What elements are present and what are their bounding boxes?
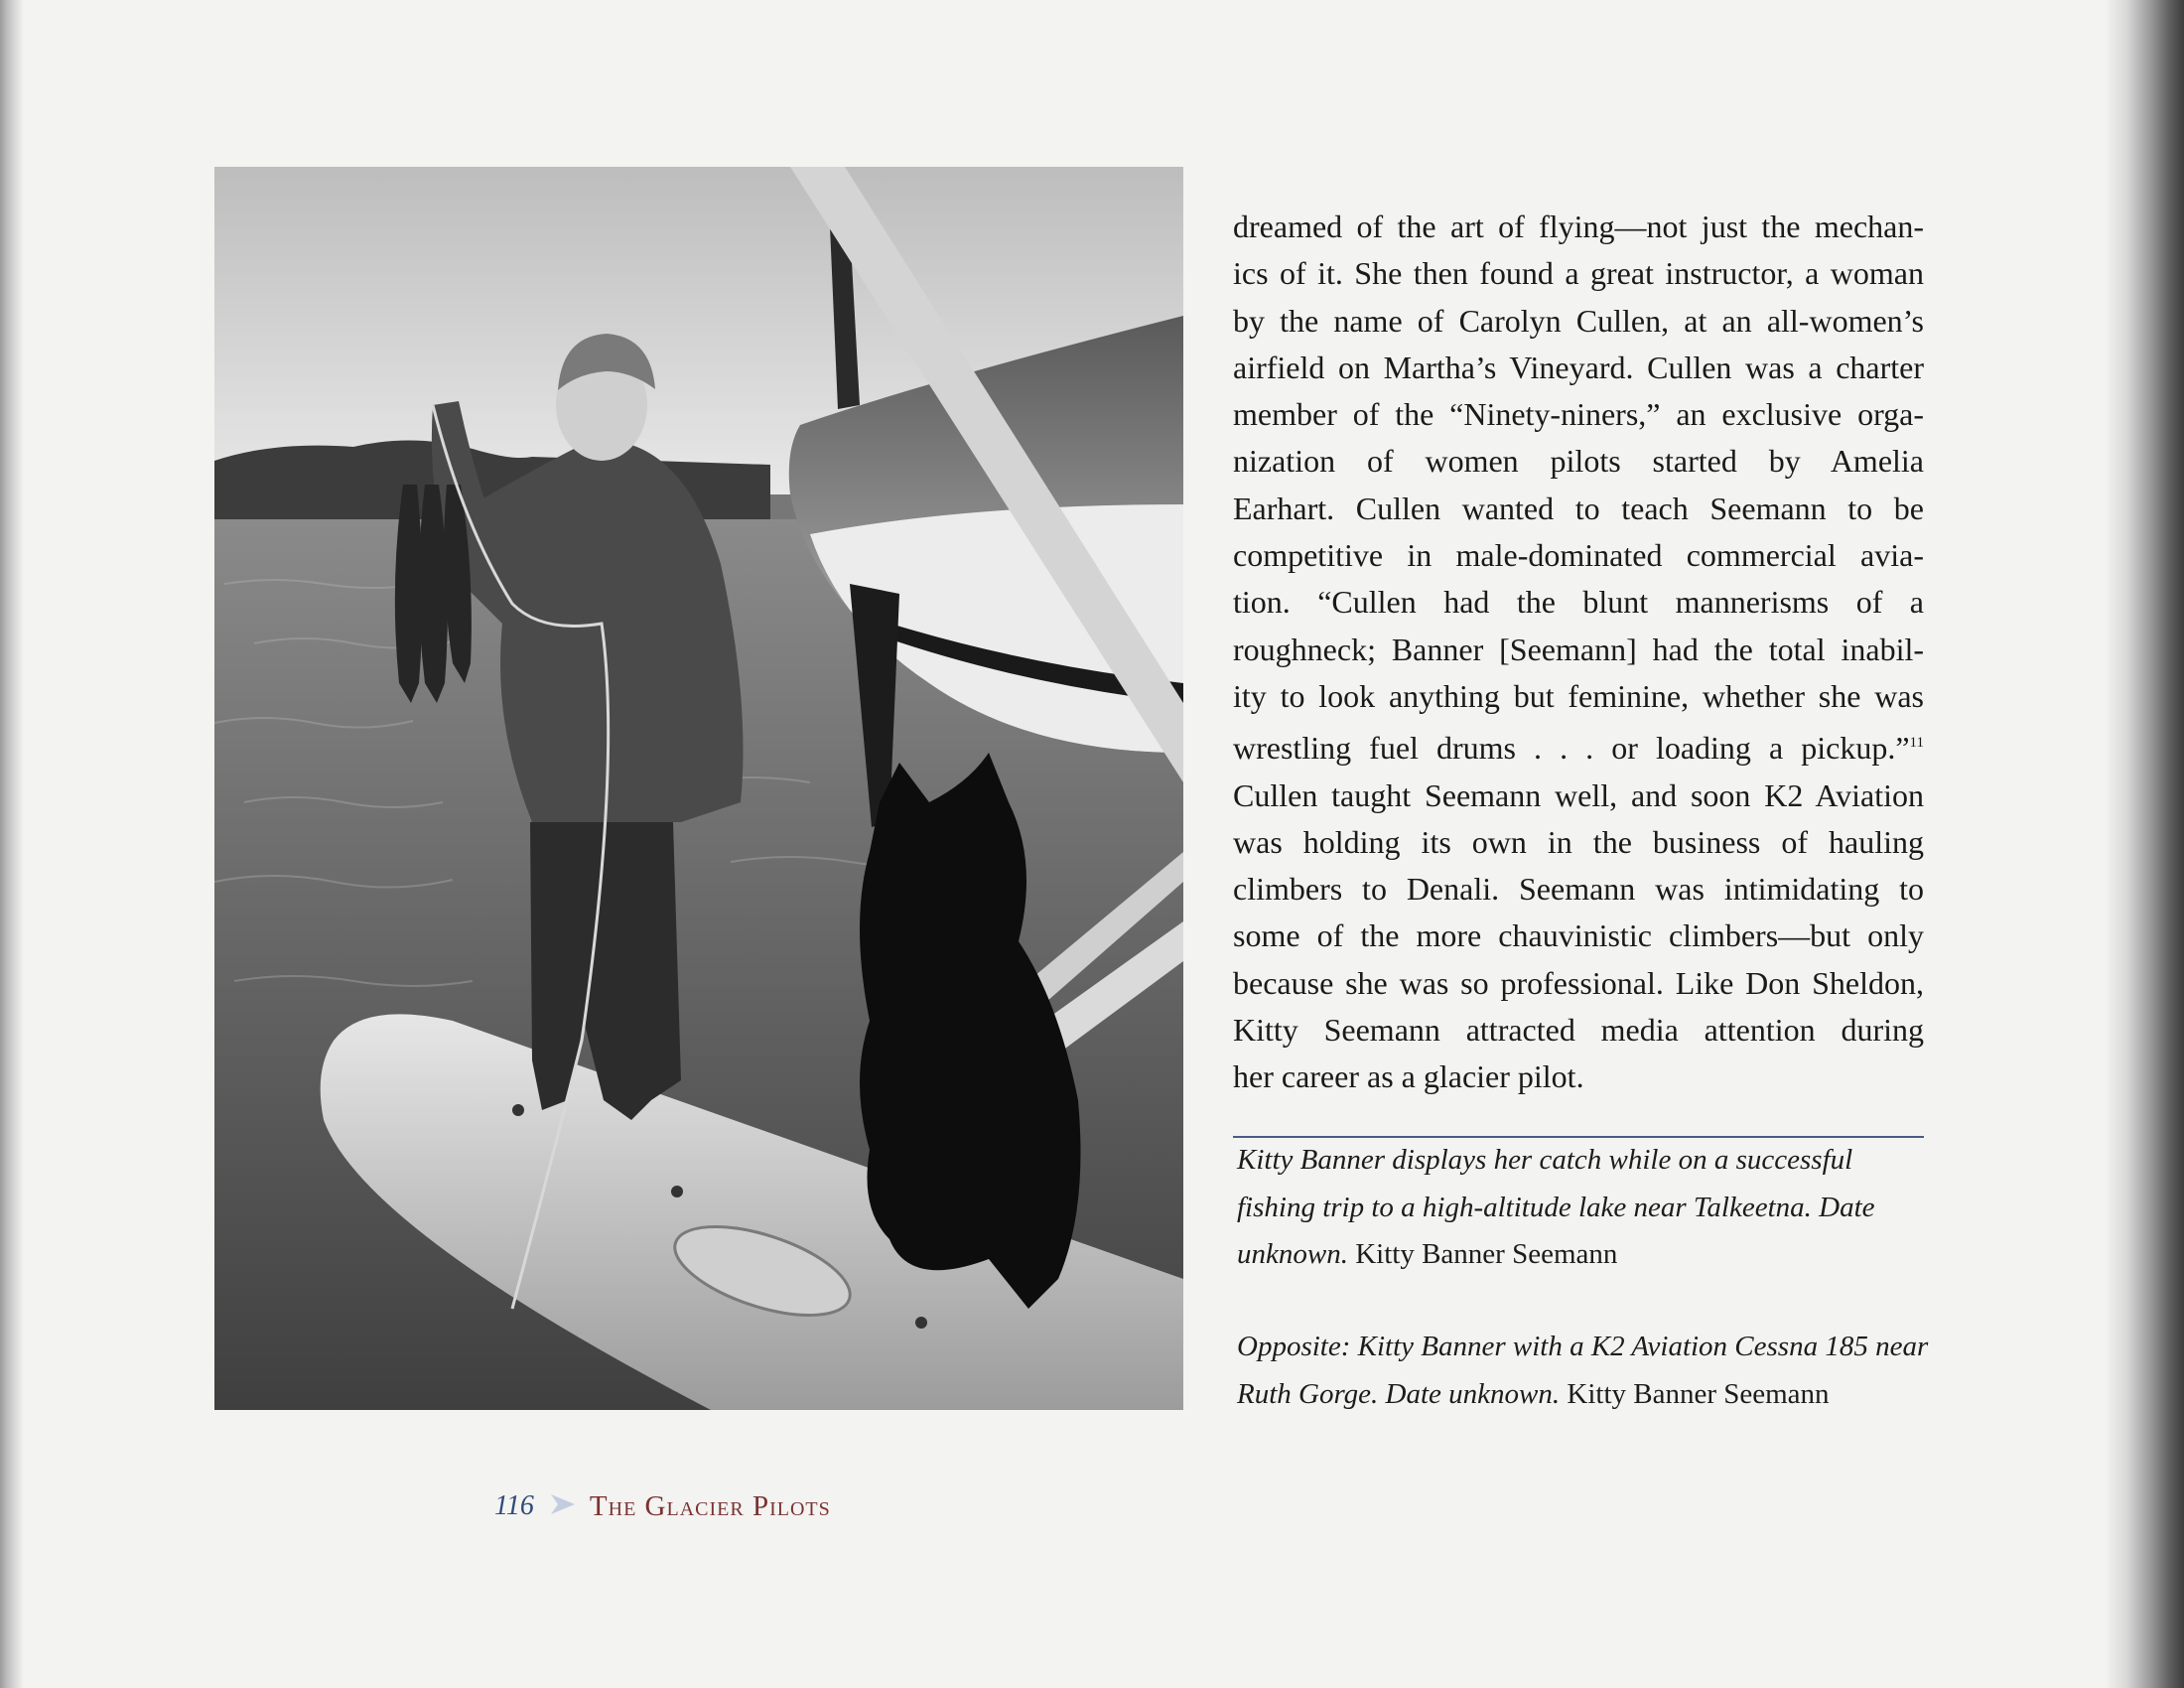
float-rivet [512,1104,524,1116]
body-line: competitive in male-dominated commercial avia- [1233,537,1924,574]
body-line: dreamed of the art of flying—not just the mechan- [1233,209,1924,244]
running-footer [494,1486,831,1526]
body-line: Earhart. Cullen wanted to teach Seemann to be [1233,490,1924,526]
book-spine-shadow [2105,0,2184,1688]
photo-caption-text: Kitty Banner displays her catch while on a successful fishing trip to a high-altitude lake near Talkeetna. Date unknown. [1237,1144,1875,1270]
opposite-caption-credit: Kitty Banner Seemann [1567,1377,1830,1410]
photo-caption-credit: Kitty Banner Seemann [1355,1238,1618,1270]
body-line: Cullen taught Seemann well, and soon K2 Aviation [1233,776,1924,813]
book-title: The Glacier Pilots [589,1489,831,1522]
body-line: airfield on Martha’s Vineyard. Cullen was a charter [1233,349,1924,385]
body-line: tion. “Cullen had the blunt mannerisms of a [1233,584,1924,621]
photo-illustration [214,167,1183,1410]
footnote-reference: 11 [1909,735,1924,752]
photo-caption [1237,1137,1932,1279]
page-left-edge [0,0,24,1688]
body-line: Kitty Seemann attracted media attention during [1233,1012,1924,1049]
photograph-woman-with-fish-on-floatplane [214,167,1183,1410]
fish-catch [395,485,472,703]
body-line: because she was so professional. Like Don Sheldon, [1233,964,1924,1001]
body-line: was holding its own in the business of hauling [1233,823,1924,860]
body-line: roughneck; Banner [Seemann] had the total inabil- [1233,631,1924,667]
body-line: climbers to Denali. Seemann was intimidating to [1233,871,1924,908]
float-rivet [915,1317,927,1329]
float-rivet [671,1186,683,1197]
opposite-caption [1237,1324,1932,1418]
body-line: her career as a glacier pilot. [1233,1058,1584,1095]
page-number: 116 [494,1490,534,1521]
body-line: ity to look anything but feminine, whether she was [1233,677,1924,714]
body-text [1233,204,1924,1101]
woman-legs [530,822,681,1120]
body-line: nization of women pilots started by Amelia [1233,443,1924,480]
body-line: ics of it. She then found a great instructor, a woman [1233,255,1924,292]
body-line: by the name of Carolyn Cullen, at an all-women’s [1233,302,1924,339]
body-line: some of the more chauvinistic climbers—but only [1233,917,1924,954]
chevron-right-icon [548,1491,578,1522]
body-line-with-footnote [1233,720,1924,772]
body-line-text: wrestling fuel drums . . . or loading a pickup.” [1233,730,1910,767]
opposite-caption-text: Opposite: Kitty Banner with a K2 Aviation Cessna 185 near Ruth Gorge. Date unknown. [1237,1331,1929,1410]
body-line: member of the “Ninety-niners,” an exclusive orga- [1233,396,1924,433]
